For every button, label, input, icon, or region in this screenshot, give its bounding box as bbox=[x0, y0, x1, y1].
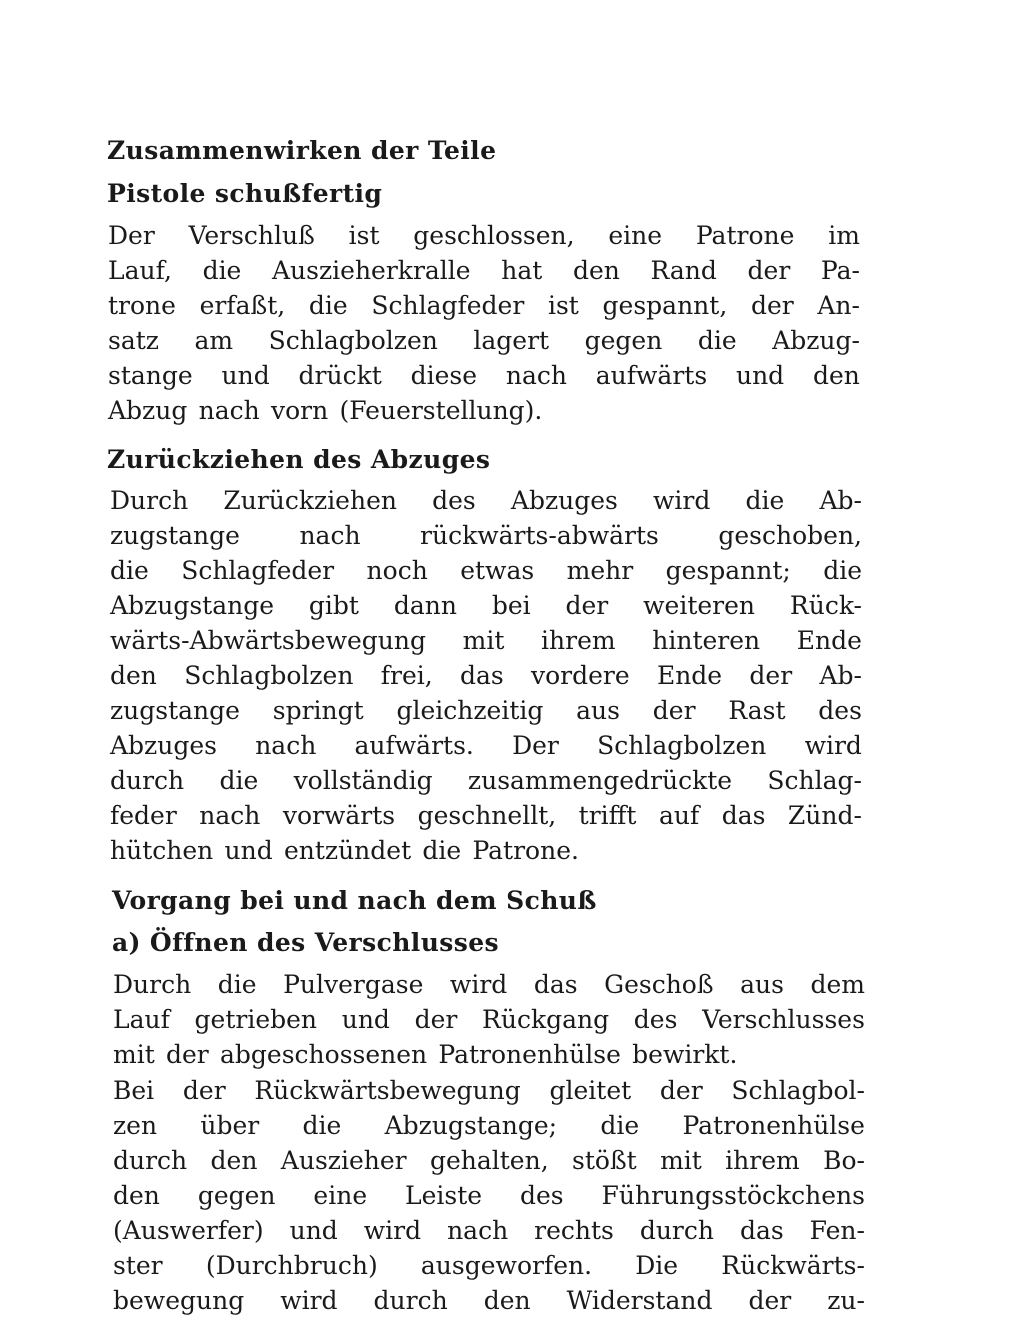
word: zen bbox=[113, 1111, 158, 1140]
word: ihrem bbox=[725, 1146, 800, 1175]
word: den bbox=[113, 1181, 160, 1210]
word: aus bbox=[740, 970, 784, 999]
text-line bbox=[113, 1113, 865, 1138]
word: gleichzeitig bbox=[396, 696, 544, 725]
word: bewirkt. bbox=[632, 1040, 738, 1069]
word: die bbox=[217, 970, 257, 999]
word: abgeschossenen bbox=[220, 1040, 428, 1069]
word: drückt bbox=[298, 361, 382, 390]
word: An- bbox=[817, 291, 860, 320]
word: Patronenhülse bbox=[682, 1111, 865, 1140]
word: gespannt, bbox=[602, 291, 728, 320]
word: springt bbox=[272, 696, 364, 725]
word: Schlagfeder bbox=[371, 291, 525, 320]
word: hütchen bbox=[110, 836, 214, 865]
word: Bo- bbox=[823, 1146, 865, 1175]
word: Ende bbox=[796, 626, 862, 655]
text-line bbox=[110, 558, 862, 583]
word: gegen bbox=[584, 326, 663, 355]
word: vollständig bbox=[293, 766, 433, 795]
word: Rückwärtsbewegung bbox=[254, 1076, 521, 1105]
word: lagert bbox=[473, 326, 550, 355]
word: die bbox=[219, 766, 259, 795]
word: das bbox=[533, 970, 578, 999]
word: rückwärts-abwärts bbox=[420, 521, 659, 550]
word: aufwärts. bbox=[354, 731, 474, 760]
word: nach bbox=[299, 521, 361, 550]
word: vorwärts bbox=[282, 801, 396, 830]
text-line bbox=[113, 1183, 865, 1208]
text-line bbox=[113, 1288, 865, 1313]
word: nach bbox=[199, 801, 261, 830]
word: der bbox=[749, 661, 793, 690]
word: getrieben bbox=[194, 1005, 318, 1034]
word: über bbox=[200, 1111, 260, 1140]
text-line bbox=[110, 838, 862, 863]
word: die bbox=[823, 556, 862, 585]
word: Pa- bbox=[820, 256, 860, 285]
text-line bbox=[110, 768, 862, 793]
word: der bbox=[414, 1005, 458, 1034]
word: gehalten, bbox=[429, 1146, 549, 1175]
word: Pulvergase bbox=[283, 970, 424, 999]
word: und bbox=[341, 1005, 390, 1034]
word: Geschoß bbox=[604, 970, 714, 999]
word: durch bbox=[110, 766, 185, 795]
word: die bbox=[202, 256, 242, 285]
word: geschlossen, bbox=[413, 221, 575, 250]
word: eine bbox=[313, 1181, 368, 1210]
word: Ende bbox=[656, 661, 723, 690]
word: eine bbox=[608, 221, 663, 250]
word: Ab- bbox=[819, 661, 862, 690]
text-line bbox=[110, 488, 862, 513]
word: mit bbox=[462, 626, 505, 655]
heading-pistole-schussfertig: Pistole schußfertig bbox=[107, 179, 383, 208]
word: bei bbox=[491, 591, 531, 620]
word: ausgeworfen. bbox=[420, 1251, 593, 1280]
word: satz bbox=[108, 326, 159, 355]
word: stange bbox=[108, 361, 193, 390]
word: gibt bbox=[308, 591, 359, 620]
word: der bbox=[748, 1286, 792, 1315]
heading-zusammenwirken: Zusammenwirken der Teile bbox=[107, 136, 497, 165]
word: gleitet bbox=[549, 1076, 632, 1105]
heading-oeffnen-verschluss: a) Öffnen des Verschlusses bbox=[112, 928, 499, 957]
word: weiteren bbox=[643, 591, 756, 620]
word: ihrem bbox=[541, 626, 616, 655]
word: des bbox=[432, 486, 476, 515]
word: ist bbox=[547, 291, 579, 320]
text-line bbox=[108, 328, 860, 353]
word: die bbox=[422, 836, 462, 865]
word: wird bbox=[653, 486, 711, 515]
word: frei, bbox=[380, 661, 433, 690]
word: Schlag- bbox=[767, 766, 862, 795]
text-line bbox=[110, 628, 862, 653]
word: durch bbox=[639, 1216, 714, 1245]
word: (Durchbruch) bbox=[205, 1251, 378, 1280]
word: und bbox=[735, 361, 785, 390]
word: die bbox=[110, 556, 149, 585]
word: Lauf bbox=[113, 1005, 170, 1034]
word: nach bbox=[447, 1216, 509, 1245]
word: wird bbox=[280, 1286, 338, 1315]
word: Verschlusses bbox=[702, 1005, 865, 1034]
word: auf bbox=[658, 801, 700, 830]
word: Zünd- bbox=[787, 801, 862, 830]
word: der bbox=[652, 696, 696, 725]
word: Rück- bbox=[789, 591, 862, 620]
word: das bbox=[459, 661, 504, 690]
word: trifft bbox=[578, 801, 637, 830]
word: nach bbox=[255, 731, 317, 760]
word: durch bbox=[373, 1286, 448, 1315]
word: der bbox=[659, 1076, 703, 1105]
word: rechts bbox=[534, 1216, 614, 1245]
word: stößt bbox=[572, 1146, 637, 1175]
word: Rand bbox=[650, 256, 717, 285]
word: feder bbox=[110, 801, 177, 830]
text-line bbox=[113, 1253, 865, 1278]
text-line bbox=[113, 1148, 865, 1173]
word: den bbox=[813, 361, 860, 390]
word: (Auswerfer) bbox=[113, 1216, 264, 1245]
word: wird bbox=[804, 731, 862, 760]
word: die bbox=[302, 1111, 342, 1140]
word: zusammengedrückte bbox=[467, 766, 733, 795]
text-line bbox=[113, 1078, 865, 1103]
word: ster bbox=[113, 1251, 163, 1280]
word: dann bbox=[393, 591, 457, 620]
word: Abzuges bbox=[110, 731, 217, 760]
text-line bbox=[110, 523, 862, 548]
word: den bbox=[110, 661, 157, 690]
word: den bbox=[483, 1286, 531, 1315]
heading-zurueckziehen: Zurückziehen des Abzuges bbox=[107, 445, 491, 474]
word: die bbox=[308, 291, 348, 320]
word: Schlagbolzen bbox=[268, 326, 438, 355]
word: nach bbox=[198, 396, 260, 425]
text-line bbox=[108, 398, 860, 423]
word: Abzuges bbox=[510, 486, 618, 515]
word: Auszieherkralle bbox=[272, 256, 471, 285]
word: Schlagbolzen bbox=[184, 661, 354, 690]
word: diese bbox=[410, 361, 478, 390]
word: Widerstand bbox=[566, 1286, 713, 1315]
word: Rückwärts- bbox=[721, 1251, 865, 1280]
text-line bbox=[108, 293, 860, 318]
word: am bbox=[194, 326, 234, 355]
word: Patronenhülse bbox=[438, 1040, 621, 1069]
text-line bbox=[113, 1007, 865, 1032]
word: und bbox=[289, 1216, 338, 1245]
word: Rückgang bbox=[482, 1005, 610, 1034]
word: Fen- bbox=[809, 1216, 865, 1245]
word: der bbox=[747, 256, 791, 285]
word: Durch bbox=[110, 486, 189, 515]
word: des bbox=[818, 696, 862, 725]
word: zugstange bbox=[110, 696, 240, 725]
word: die bbox=[697, 326, 737, 355]
word: das bbox=[721, 801, 766, 830]
word: Rast bbox=[728, 696, 786, 725]
word: Der bbox=[108, 221, 155, 250]
word: Lauf, bbox=[108, 256, 172, 285]
word: mit bbox=[660, 1146, 702, 1175]
word: dem bbox=[810, 970, 865, 999]
word: Durch bbox=[113, 970, 192, 999]
word: gegen bbox=[197, 1181, 276, 1210]
word: Abzug- bbox=[772, 326, 860, 355]
word: das bbox=[739, 1216, 784, 1245]
word: Schlagfeder bbox=[181, 556, 335, 585]
word: Ab- bbox=[819, 486, 862, 515]
text-line bbox=[110, 698, 862, 723]
word: wärts-Abwärtsbewegung bbox=[110, 626, 426, 655]
word: die bbox=[600, 1111, 640, 1140]
word: den bbox=[572, 256, 620, 285]
word: und bbox=[221, 361, 270, 390]
word: gespannt; bbox=[665, 556, 791, 585]
word: der bbox=[565, 591, 609, 620]
word: im bbox=[828, 221, 860, 250]
word: Patrone. bbox=[472, 836, 579, 865]
text-line bbox=[110, 803, 862, 828]
word: des bbox=[633, 1005, 678, 1034]
word: Verschluß bbox=[188, 221, 315, 250]
text-line bbox=[110, 663, 862, 688]
word: Abzugstange bbox=[110, 591, 275, 620]
word: Abzugstange; bbox=[384, 1111, 558, 1140]
word: Schlagbolzen bbox=[597, 731, 767, 760]
text-line bbox=[110, 593, 862, 618]
word: trone bbox=[108, 291, 176, 320]
word: Schlagbol- bbox=[731, 1076, 865, 1105]
word: Die bbox=[635, 1251, 679, 1280]
word: hinteren bbox=[652, 626, 761, 655]
word: zugstange bbox=[110, 521, 240, 550]
word: Der bbox=[512, 731, 559, 760]
text-line bbox=[108, 223, 860, 248]
word: entzündet bbox=[283, 836, 412, 865]
text-line bbox=[108, 258, 860, 283]
word: aus bbox=[576, 696, 620, 725]
word: den bbox=[210, 1146, 258, 1175]
word: der bbox=[166, 1040, 209, 1069]
text-line bbox=[110, 733, 862, 758]
word: vorn bbox=[270, 396, 329, 425]
word: Bei bbox=[113, 1076, 155, 1105]
word: durch bbox=[113, 1146, 188, 1175]
word: Leiste bbox=[405, 1181, 483, 1210]
text-line bbox=[113, 1218, 865, 1243]
word: geschoben, bbox=[718, 521, 862, 550]
text-line bbox=[108, 363, 860, 388]
word: der bbox=[182, 1076, 226, 1105]
word: etwas bbox=[460, 556, 535, 585]
word: hat bbox=[501, 256, 543, 285]
word: zu- bbox=[827, 1286, 865, 1315]
heading-vorgang-schuss: Vorgang bei und nach dem Schuß bbox=[112, 886, 597, 915]
word: der bbox=[750, 291, 794, 320]
word: wird bbox=[363, 1216, 422, 1245]
word: erfaßt, bbox=[199, 291, 286, 320]
word: Auszieher bbox=[280, 1146, 407, 1175]
word: Zurückziehen bbox=[223, 486, 397, 515]
word: wird bbox=[449, 970, 508, 999]
word: Führungsstöckchens bbox=[601, 1181, 865, 1210]
word: (Feuerstellung). bbox=[339, 396, 543, 425]
word: ist bbox=[348, 221, 380, 250]
word: noch bbox=[366, 556, 428, 585]
word: des bbox=[520, 1181, 564, 1210]
word: Abzug bbox=[108, 396, 188, 425]
word: mit bbox=[113, 1040, 155, 1069]
text-line bbox=[113, 972, 865, 997]
word: und bbox=[224, 836, 273, 865]
word: die bbox=[745, 486, 785, 515]
word: geschnellt, bbox=[417, 801, 557, 830]
word: mehr bbox=[566, 556, 634, 585]
word: bewegung bbox=[113, 1286, 245, 1315]
text-line bbox=[113, 1042, 865, 1067]
word: aufwärts bbox=[595, 361, 708, 390]
word: vordere bbox=[531, 661, 630, 690]
word: Patrone bbox=[695, 221, 795, 250]
word: nach bbox=[505, 361, 567, 390]
